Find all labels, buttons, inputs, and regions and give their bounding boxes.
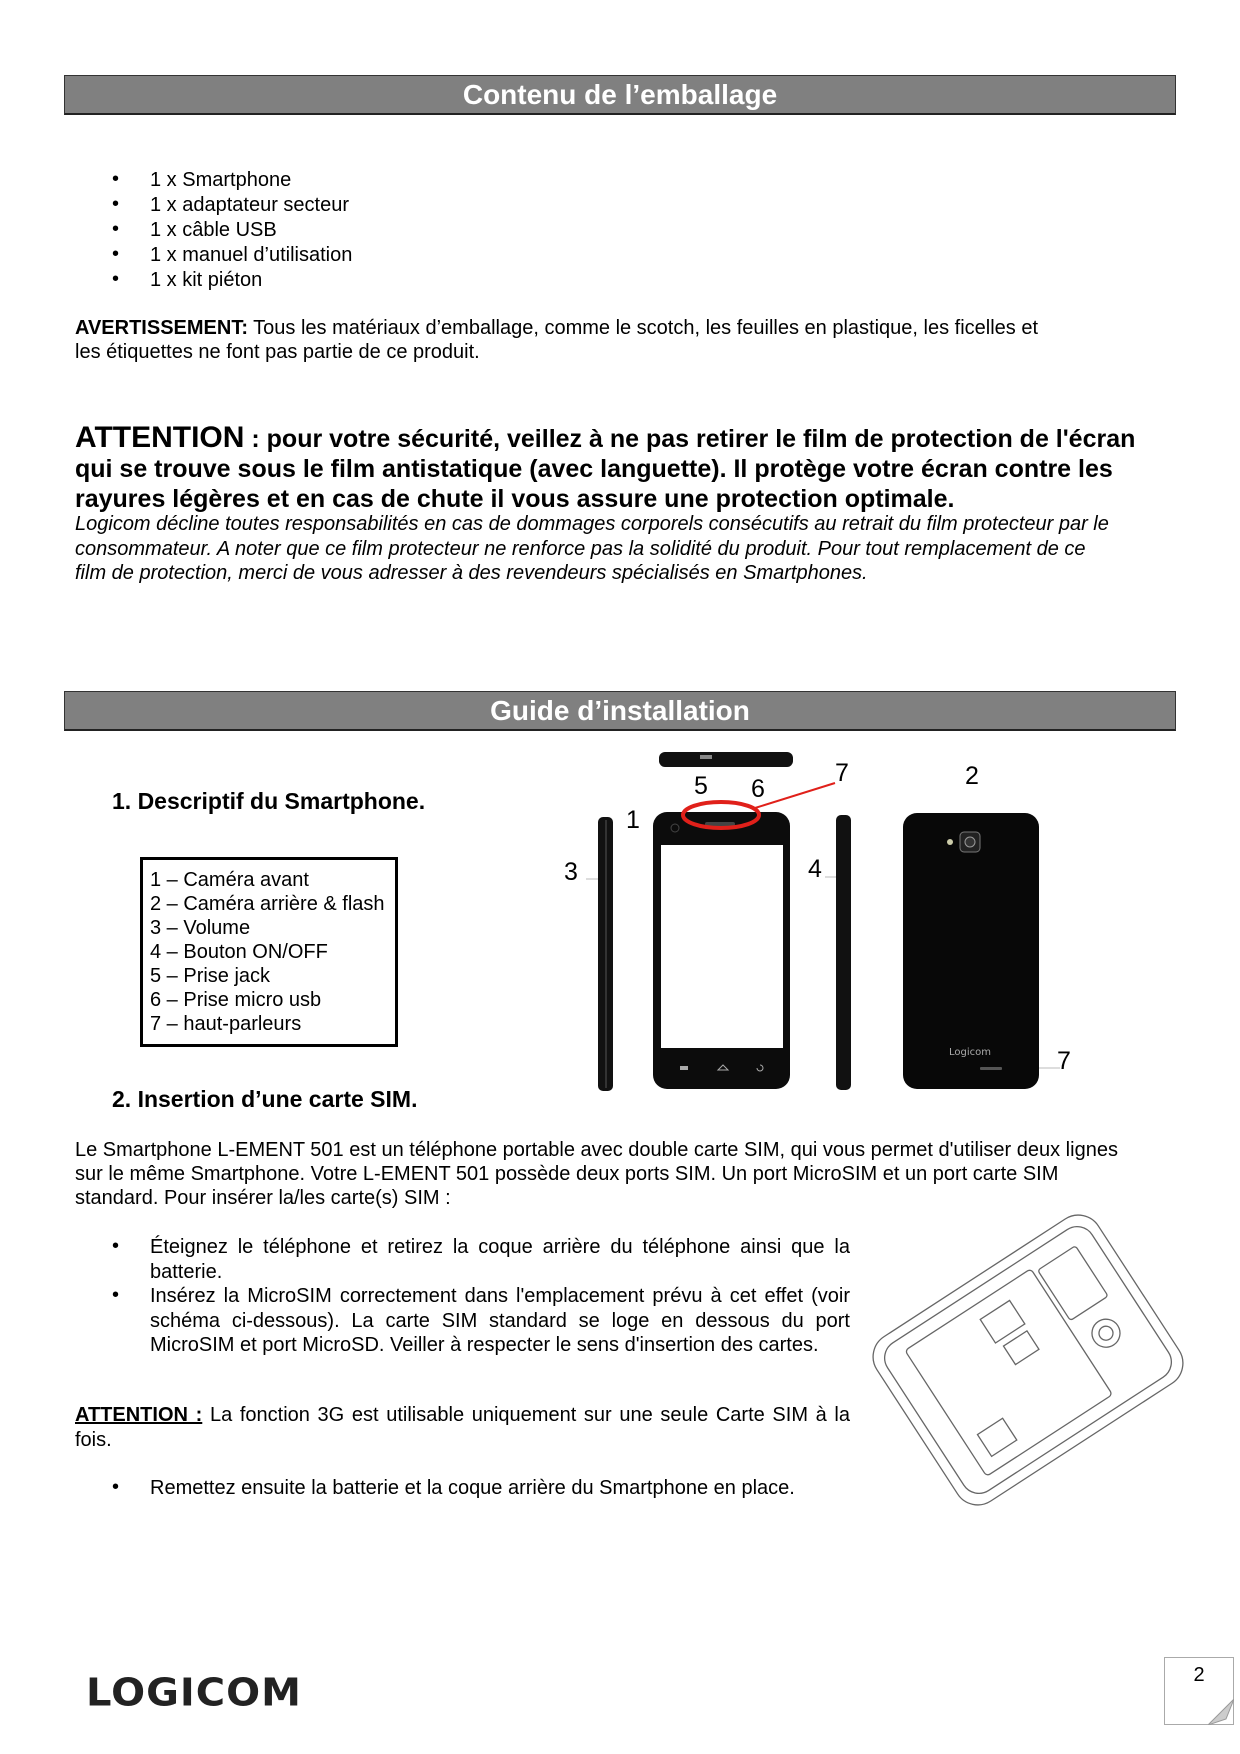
phone-brand-label: Logicom bbox=[949, 1047, 991, 1058]
list-item: 1 x câble USB bbox=[150, 219, 277, 241]
disclaimer-text: film de protection, merci de vous adresser à des revendeurs spécialisés en Smartphones. bbox=[75, 562, 868, 584]
legend-item: 5 – Prise jack bbox=[150, 965, 271, 987]
bullet: • bbox=[112, 168, 120, 190]
callout-4: 4 bbox=[808, 855, 822, 883]
phone-left-side-view bbox=[598, 817, 613, 1091]
paragraph-line: Le Smartphone L-EMENT 501 est un téléphone portable avec double carte SIM, qui vous permet d'utiliser deux lignes bbox=[75, 1139, 1118, 1161]
bullet: • bbox=[112, 1284, 120, 1306]
list-item: 1 x manuel d’utilisation bbox=[150, 244, 353, 266]
sim-step-2: Insérez la MicroSIM correctement dans l'emplacement prévu à cet effet (voir schéma ci-dessous). La carte SIM standard se loge en dessous du port MicroSIM et port MicroSD. Veiller à respecter le sens d'insertion des cartes. bbox=[150, 1285, 850, 1356]
bullet: • bbox=[112, 218, 120, 240]
page-number bbox=[1164, 1657, 1234, 1725]
legend-item: 2 – Caméra arrière & flash bbox=[150, 893, 385, 915]
phone-front-view bbox=[653, 812, 790, 1089]
list-item: 1 x kit piéton bbox=[150, 269, 263, 291]
bullet: • bbox=[112, 1235, 120, 1257]
logicom-logo: LOGICOM bbox=[86, 1671, 302, 1715]
callout-3: 3 bbox=[564, 858, 578, 886]
sim-attention-note bbox=[75, 1403, 850, 1452]
step1-heading: 1. Descriptif du Smartphone. bbox=[112, 788, 426, 814]
phone-top-view bbox=[659, 752, 793, 767]
list-item: 1 x Smartphone bbox=[150, 169, 292, 191]
section-header-package-contents: Contenu de l’emballage bbox=[64, 75, 1176, 115]
warning-label: AVERTISSEMENT: bbox=[75, 317, 248, 339]
callout-7-top: 7 bbox=[835, 759, 849, 787]
callout-7-bottom: 7 bbox=[1057, 1047, 1071, 1075]
legend-item: 1 – Caméra avant bbox=[150, 869, 309, 891]
sim-slot-line-drawing bbox=[864, 1206, 1192, 1514]
callout-5: 5 bbox=[694, 772, 708, 800]
callout-6: 6 bbox=[751, 775, 765, 803]
warning-text: les étiquettes ne font pas partie de ce produit. bbox=[75, 341, 480, 363]
warning-text: Tous les matériaux d’emballage, comme le scotch, les feuilles en plastique, les ficelles et bbox=[247, 317, 1039, 339]
bullet: • bbox=[112, 1476, 120, 1498]
disclaimer-text: consommateur. A noter que ce film protecteur ne renforce pas la solidité du produit. Pour tout remplacement de ce bbox=[75, 537, 1086, 560]
attention-text: La fonction 3G est utilisable uniquement sur une seule Carte SIM à la fois. bbox=[75, 1404, 850, 1451]
section-header-installation-guide: Guide d’installation bbox=[64, 691, 1176, 731]
sim-step-1: Éteignez le téléphone et retirez la coque arrière du téléphone ainsi que la batterie. bbox=[150, 1236, 850, 1283]
bullet: • bbox=[112, 193, 120, 215]
list-item: 1 x adaptateur secteur bbox=[150, 194, 350, 216]
bullet: • bbox=[112, 268, 120, 290]
sim-step-3: Remettez ensuite la batterie et la coque arrière du Smartphone en place. bbox=[150, 1477, 795, 1499]
legend-item: 4 – Bouton ON/OFF bbox=[150, 941, 328, 963]
page-curl-icon bbox=[1208, 1699, 1234, 1725]
paragraph-line: standard. Pour insérer la/les carte(s) SIM : bbox=[75, 1187, 451, 1209]
attention-text: qui se trouve sous le film antistatique (avec languette). Il protège votre écran contre les bbox=[75, 455, 1113, 483]
attention-text: : pour votre sécurité, veillez à ne pas retirer le film de protection de l'écran bbox=[244, 425, 1136, 453]
disclaimer-text: Logicom décline toutes responsabilités en cas de dommages corporels consécutifs au retrait du film protecteur par le bbox=[75, 513, 1109, 535]
step2-heading: 2. Insertion d’une carte SIM. bbox=[112, 1086, 418, 1112]
sim-intro-paragraph bbox=[75, 1138, 1118, 1210]
page-number-text: 2 bbox=[1193, 1664, 1205, 1686]
paragraph-line: sur le même Smartphone. Votre L-EMENT 501 possède deux ports SIM. Un port MicroSIM et un port carte SIM bbox=[75, 1163, 1059, 1185]
attention-text: rayures légères et en cas de chute il vous assure une protection optimale. bbox=[75, 485, 955, 513]
bullet: • bbox=[112, 243, 120, 265]
callout-1: 1 bbox=[626, 806, 640, 834]
phone-back-view bbox=[903, 813, 1039, 1089]
legend-item: 6 – Prise micro usb bbox=[150, 989, 322, 1011]
attention-label: ATTENTION : bbox=[75, 1404, 203, 1426]
attention-label: ATTENTION bbox=[75, 421, 245, 454]
legend-item: 7 – haut-parleurs bbox=[150, 1013, 302, 1035]
callout-2: 2 bbox=[965, 762, 979, 790]
phone-right-side-view bbox=[836, 815, 851, 1090]
legend-item: 3 – Volume bbox=[150, 917, 251, 939]
